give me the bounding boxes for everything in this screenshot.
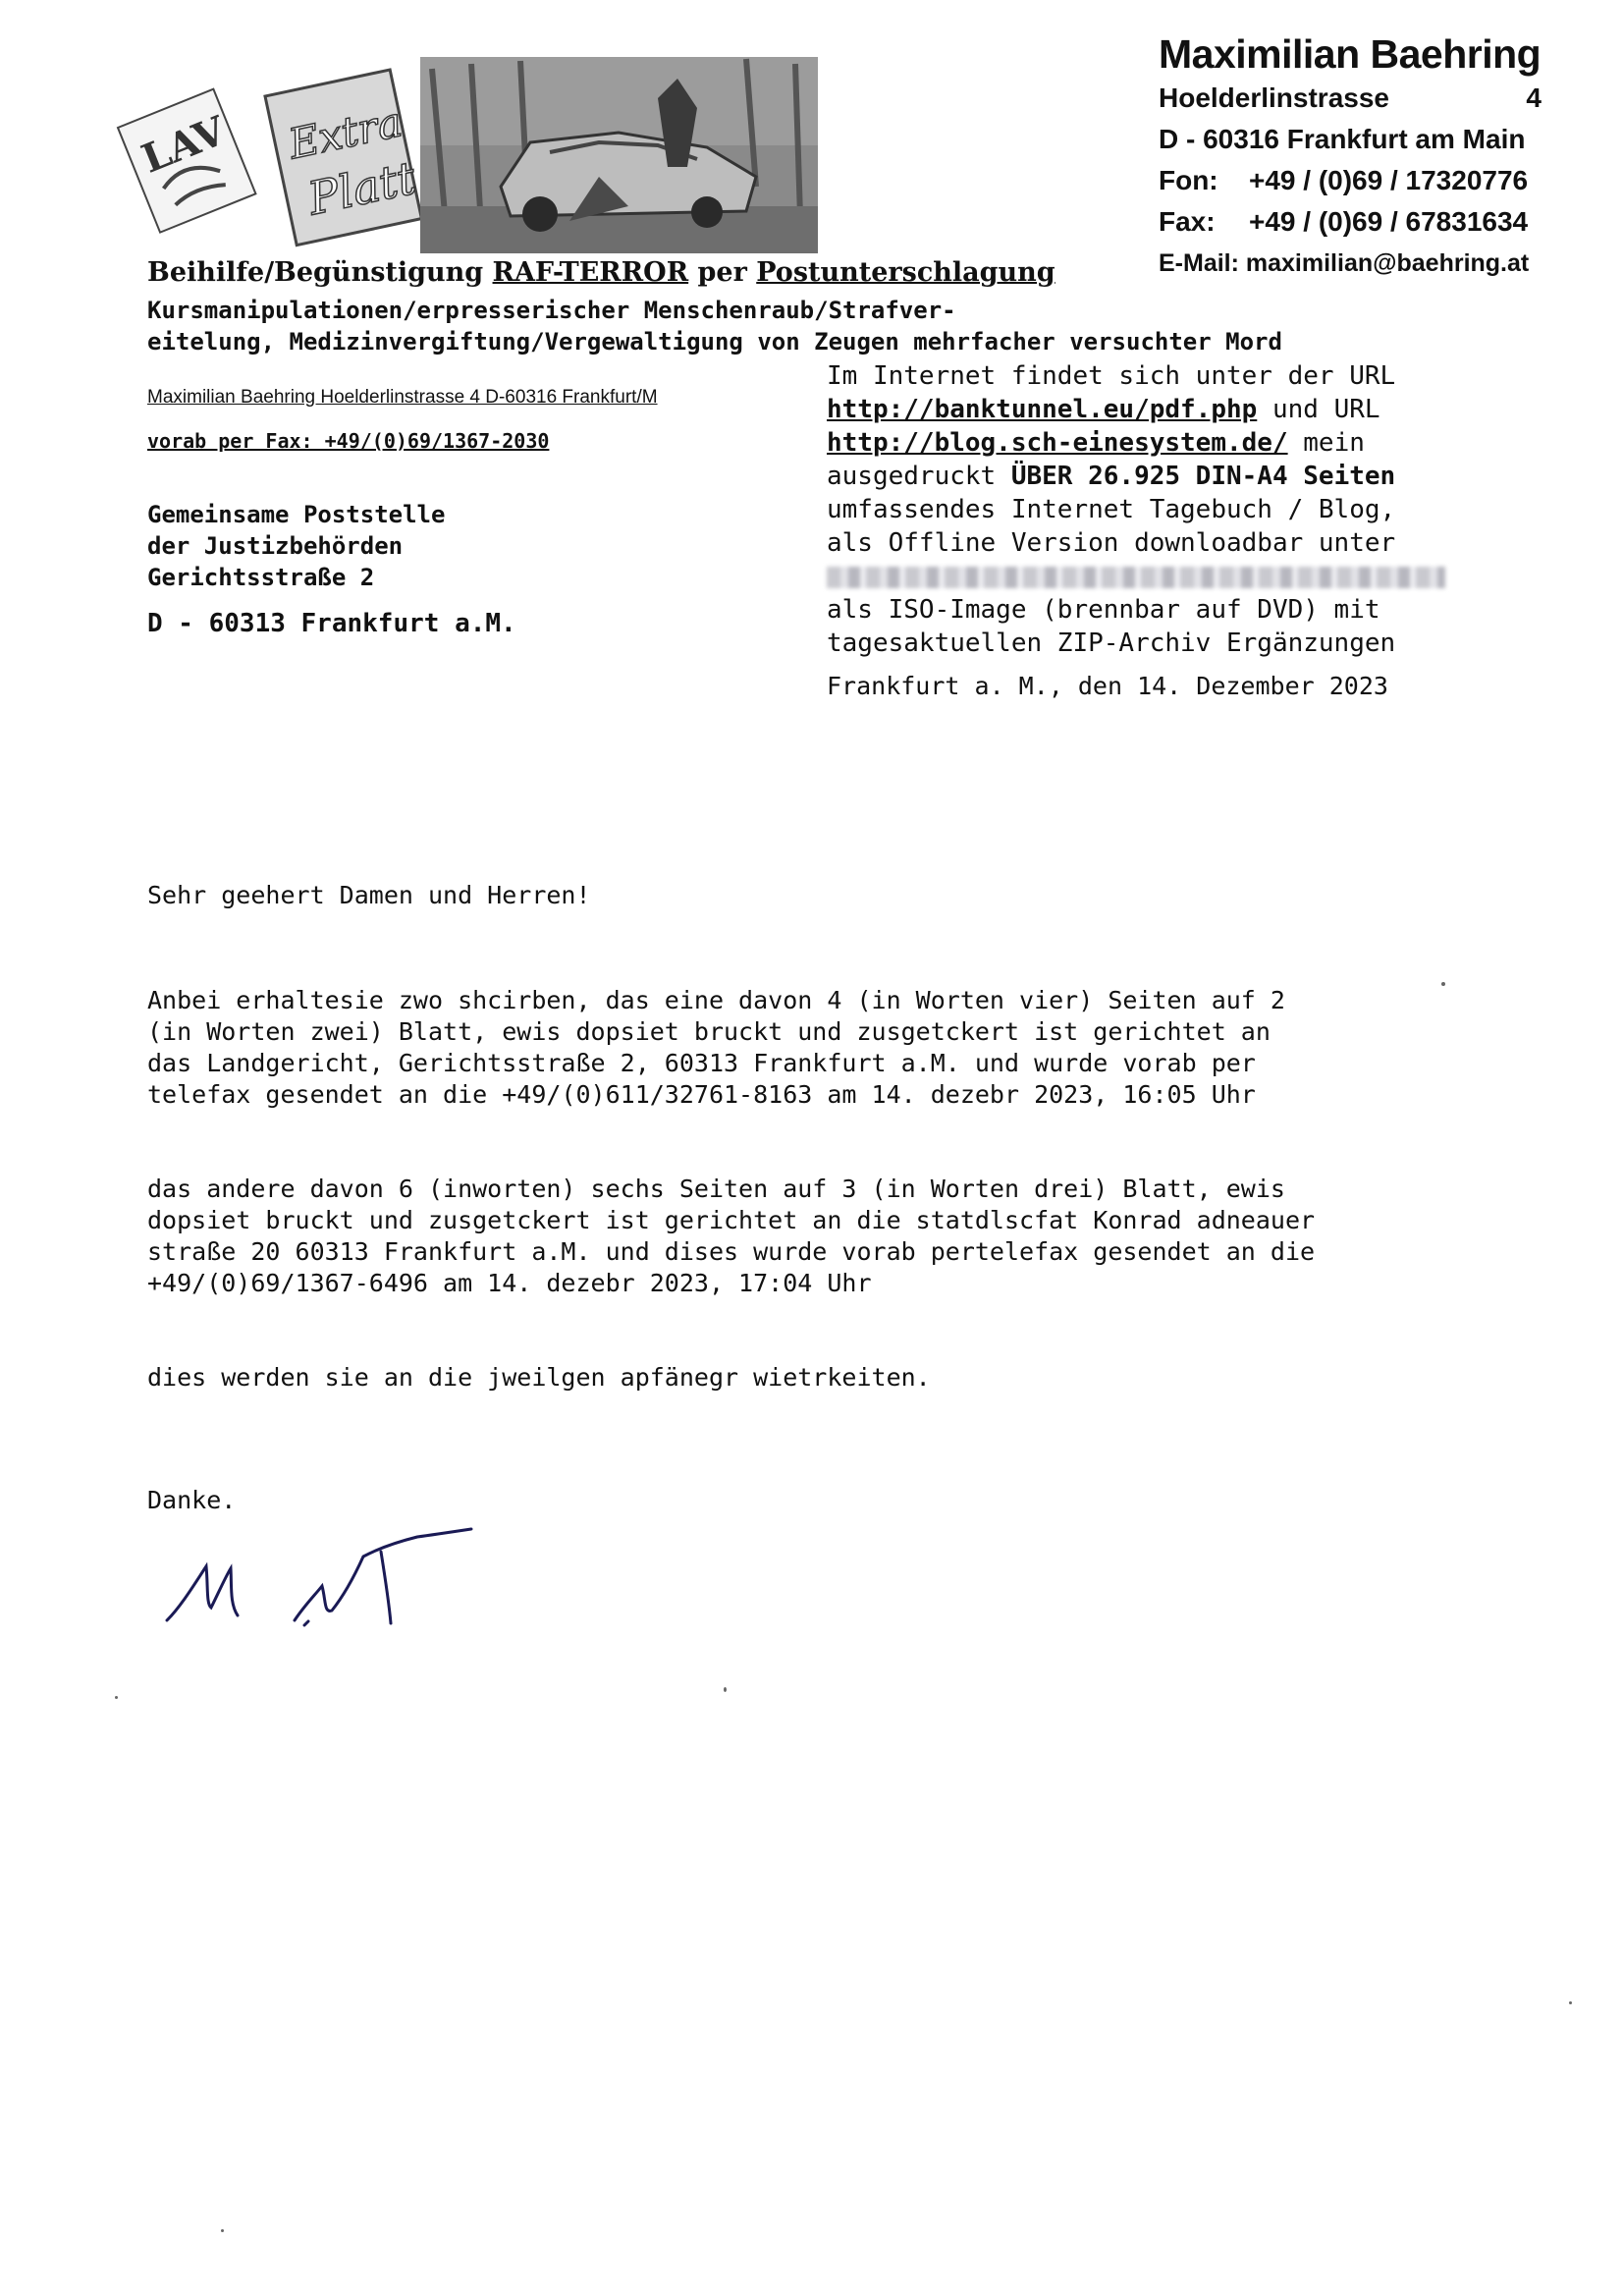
sender-block [1159,31,1571,284]
subhead-line1: Kursmanipulationen/erpresserischer Menschenraub/Strafver- [147,297,956,324]
headline-part1: Beihilfe/Begünstigung [147,257,493,288]
paragraph-2: das andere davon 6 (inworten) sechs Seiten auf 3 (in Worten drei) Blatt, ewis dopsiet bruckt und zusgetckert ist gerichtet an die statdlscfat Konrad adneauer straße 20 60313 Frankfurt a.M. und dises wurde vorab pertelefax gesendet an die +49/(0)69/1367-6496 am 14. dezebr 2023, 17:04 Uhr [147,1175,1316,1297]
subheadline [147,295,1282,357]
info-line8: als ISO-Image (brennbar auf DVD) mit [827,595,1380,625]
recipient-line3: Gerichtsstraße 2 [147,564,375,591]
lav-logo [118,89,255,233]
info-line3: http://blog.sch-einesystem.de/ mein [827,428,1365,458]
recipient-line1: Gemeinsame Poststelle [147,501,446,528]
sender-phone-row [1159,160,1571,201]
sender-fax: +49 / (0)69 / 67831634 [1249,206,1529,237]
sender-house-number: 4 [1526,82,1542,113]
headline-postunterschlagung: Postunterschlagung [756,257,1055,288]
info-line9: tagesaktuellen ZIP-Archiv Ergänzungen [827,629,1396,658]
headline-raf-terror: RAF-TERROR [492,257,689,288]
info-line7 [827,560,1445,593]
info-line1: Im Internet findet sich unter der URL [827,361,1396,391]
salutation: Sehr geehert Damen und Herren! [147,881,591,909]
sender-street-row [1159,78,1542,119]
subhead-line2: eitelung, Medizinvergiftung/Vergewaltigung von Zeugen mehrfacher versuchter Mord [147,328,1282,355]
headline-part3: per [688,257,757,288]
return-address: Maximilian Baehring Hoelderlinstrasse 4 D-60316 Frankfurt/M [147,387,658,408]
sender-fax-row [1159,201,1571,243]
scan-speck [221,2229,224,2232]
scan-speck [1441,982,1445,986]
info-line6: als Offline Version downloadbar unter [827,528,1396,558]
extra-platt-logo [265,69,424,245]
info-line5: umfassendes Internet Tagebuch / Blog, [827,495,1396,524]
scan-speck [724,1687,727,1692]
paragraph-3: dies werden sie an die jweilgen apfänegr wietrkeiten. [147,1363,931,1392]
info-block [827,359,1445,660]
phone-label: Fon: [1159,165,1218,195]
sender-email: E-Mail: maximilian@baehring.at [1159,249,1530,277]
fax-label: Fax: [1159,206,1216,237]
handwritten-signature [157,1527,520,1645]
letterhead-logo [108,39,825,260]
sender-phone: +49 / (0)69 / 17320776 [1249,165,1529,195]
recipient-address [147,499,445,593]
scan-speck [1569,2001,1572,2004]
wrecked-car-photo [420,57,818,253]
sender-name: Maximilian Baehring [1159,31,1542,77]
paragraph-1: Anbei erhaltesie zwo shcirben, das eine davon 4 (in Worten vier) Seiten auf 2 (in Worten zwei) Blatt, ewis dopsiet bruckt und zusgetckert ist gerichtet an das Landgericht, Gerichtsstraße 2, 60313 Frankfurt a.M. und wurde vorab per telefax gesendet an die +49/(0)611/32761-8163 am 14. dezebr 2023, 16:05 Uhr [147,986,1285,1109]
banktunnel-link[interactable]: http://banktunnel.eu/pdf.php [827,395,1258,424]
lav-text: LAV [135,107,233,183]
info-line2: http://banktunnel.eu/pdf.php und URL [827,395,1380,424]
recipient-city: D - 60313 Frankfurt a.M. [147,609,516,638]
sender-city: D - 60316 Frankfurt am Main [1159,124,1526,154]
date-line: Frankfurt a. M., den 14. Dezember 2023 [827,672,1388,700]
info-line4: ausgedruckt ÜBER 26.925 DIN-A4 Seiten [827,462,1396,491]
recipient-line2: der Justizbehörden [147,532,404,560]
blog-link[interactable]: http://blog.sch-einesystem.de/ [827,428,1288,458]
scan-speck [115,1696,118,1699]
extra-platt-text: Extra [284,97,406,169]
fax-line: vorab per Fax: +49/(0)69/1367-2030 [147,429,550,453]
headline [147,257,1055,288]
blurred-url [827,567,1445,588]
svg-text:Platt: Platt [303,150,421,226]
sender-street: Hoelderlinstrasse [1159,82,1389,113]
closing: Danke. [147,1486,237,1514]
